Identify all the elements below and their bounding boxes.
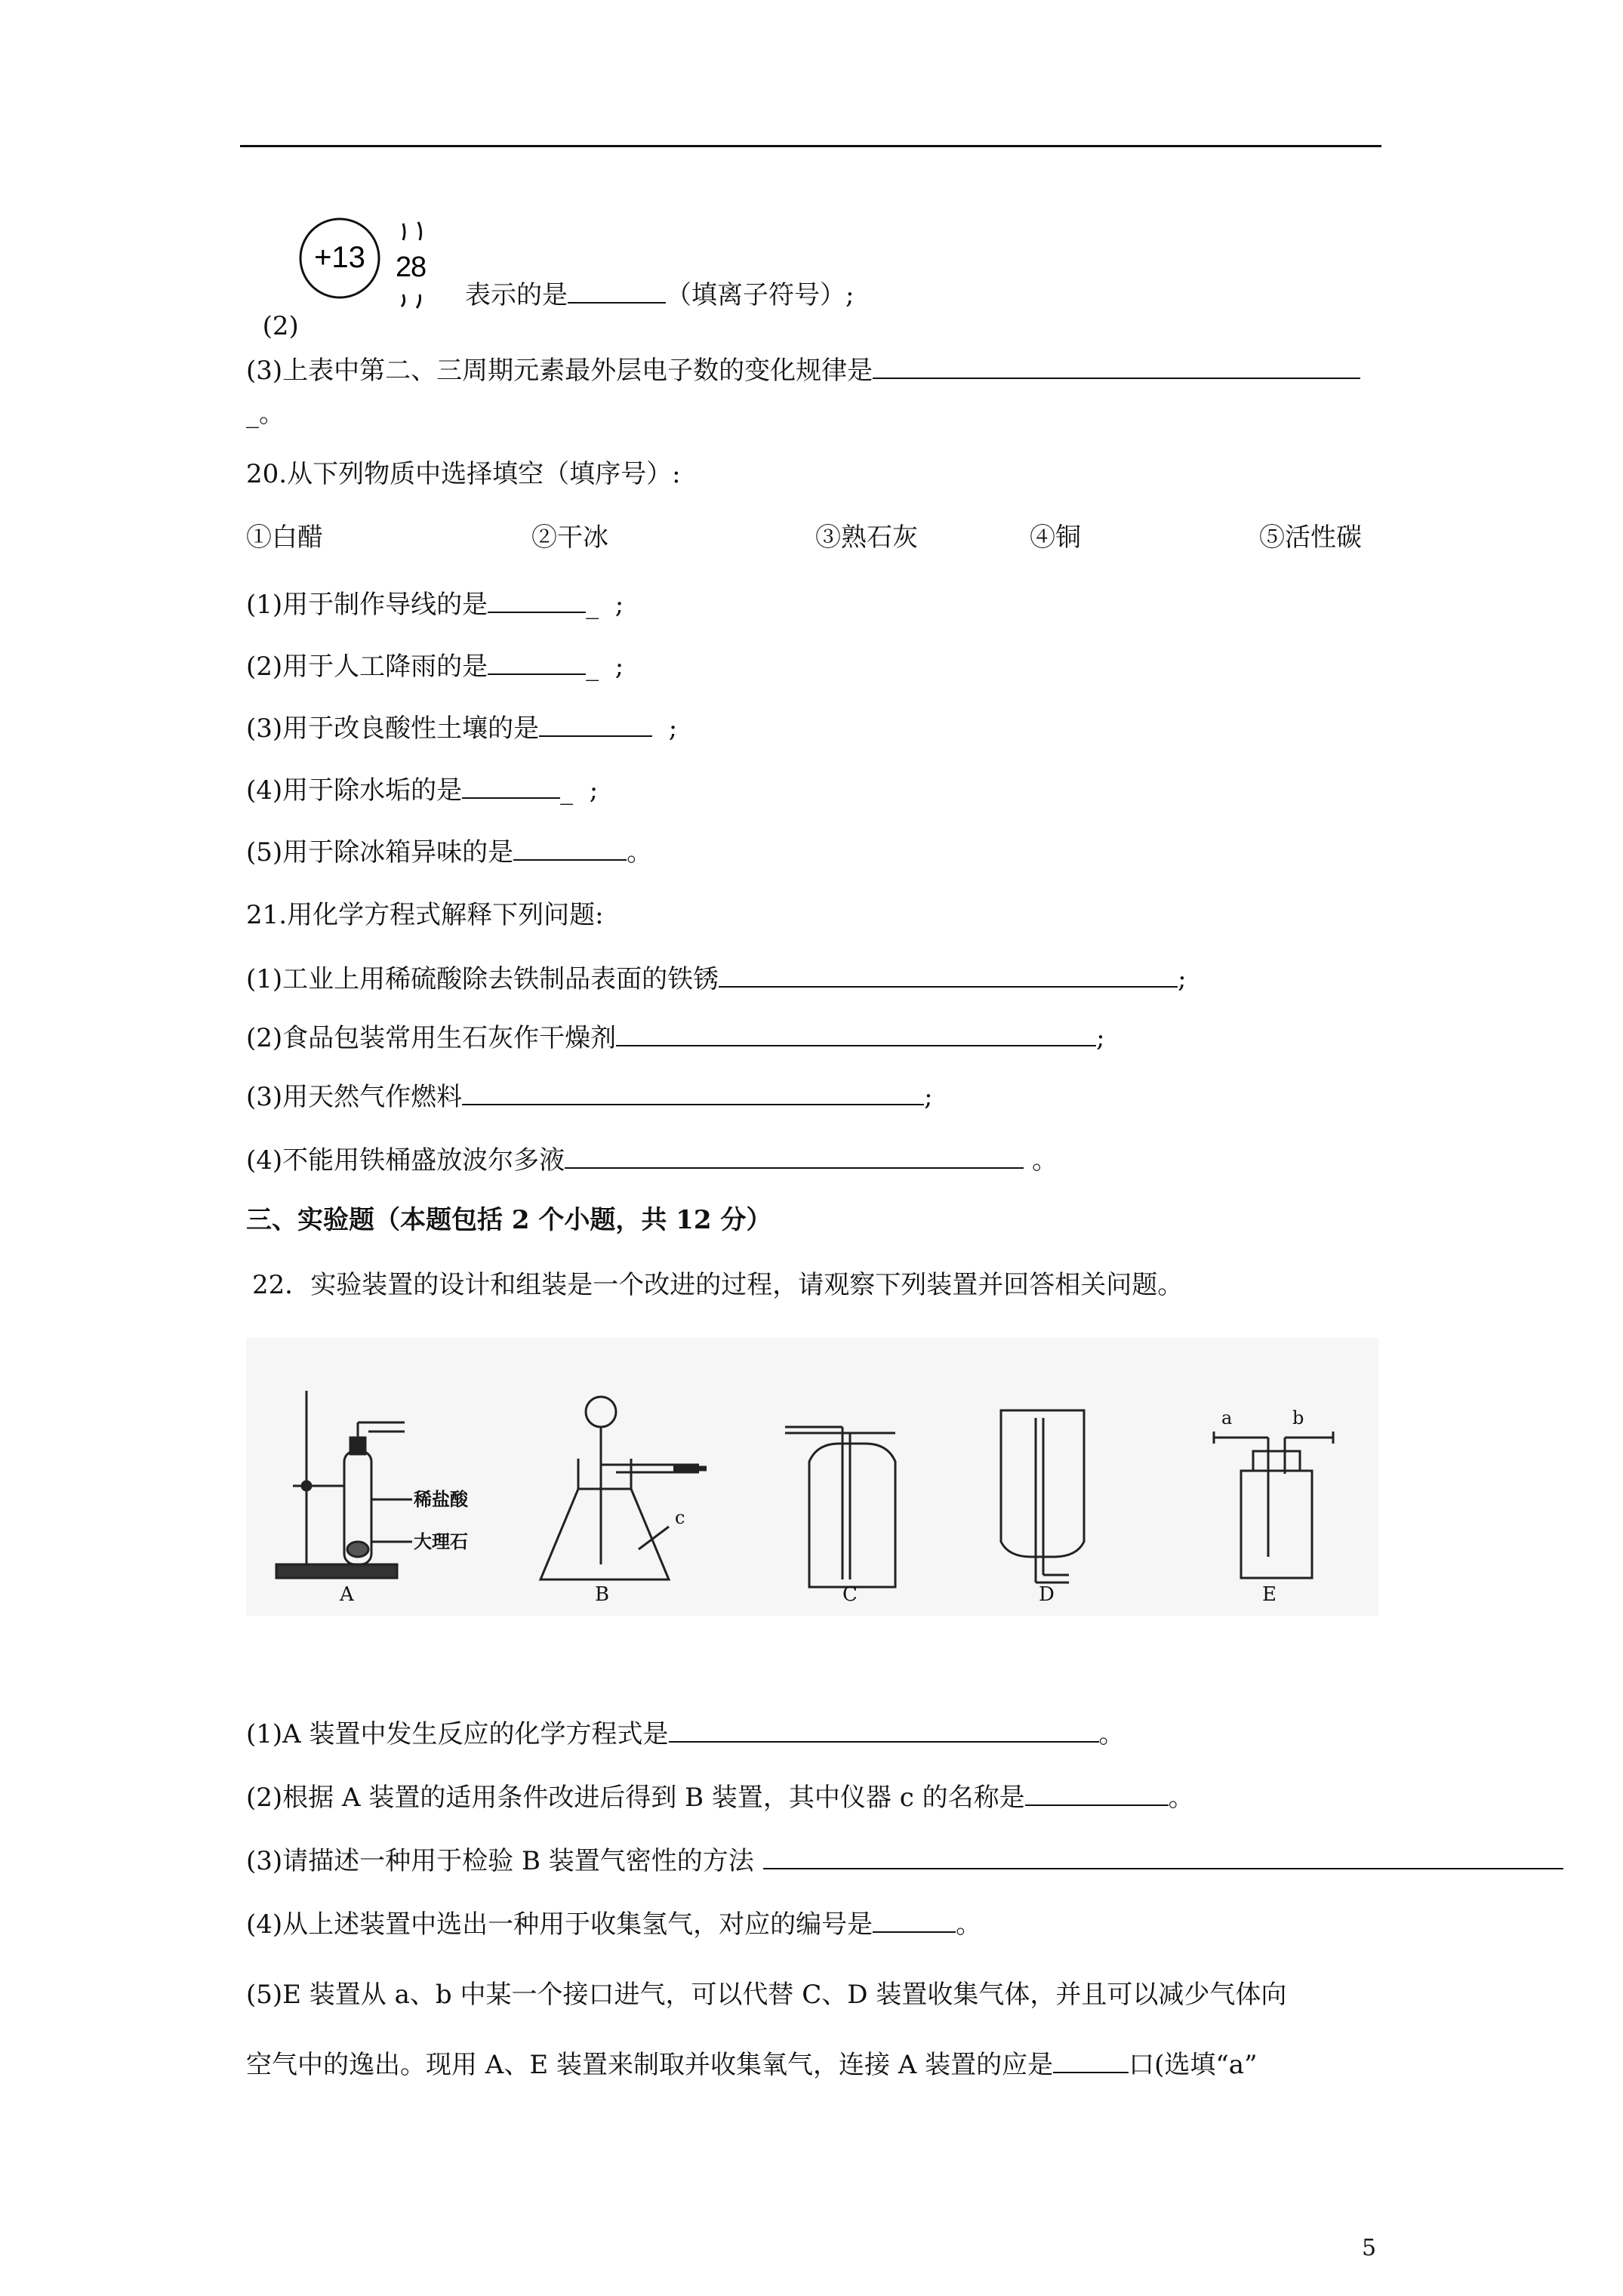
q20-option-5: ⑤活性碳	[1259, 522, 1362, 553]
q22-item4-blank[interactable]	[873, 1906, 956, 1933]
q22-item3	[246, 1842, 1563, 1878]
q22-item2-end: 。	[1168, 1783, 1194, 1813]
q20-item4-label: (4)用于除水垢的是	[246, 775, 463, 806]
q21-item2-end: ;	[1096, 1023, 1105, 1053]
q20-option-2: ②干冰	[531, 522, 608, 553]
q19-item2-prefix: (2)	[262, 311, 299, 341]
q19-item2	[246, 276, 299, 343]
q20-item1-blank[interactable]	[488, 586, 586, 613]
figure-label-a: A	[340, 1583, 354, 1606]
q20-item3	[246, 710, 677, 745]
q22-title: 22．实验装置的设计和组装是一个改进的过程，请观察下列装置并回答相关问题。	[252, 1270, 1184, 1300]
q19-item2-text	[465, 276, 854, 312]
q20-item2-end: _ ;	[586, 652, 624, 682]
q20-item3-end: ;	[652, 713, 678, 744]
shell-2-count: 8	[411, 251, 427, 283]
figure-label-instrument-c: c	[675, 1507, 685, 1528]
q20-item2	[246, 648, 624, 683]
shell-1-count: 2	[396, 251, 412, 283]
shell-arc-1b	[402, 294, 405, 307]
q21-item1-label: (1)工业上用稀硫酸除去铁制品表面的铁锈	[246, 964, 719, 994]
apparatus-figure	[246, 1338, 1378, 1616]
q22-item2-blank[interactable]	[1025, 1779, 1169, 1806]
q21-item2-label: (2)食品包装常用生石灰作干燥剂	[246, 1023, 617, 1053]
q20-item5-end: 。	[627, 837, 653, 868]
q20-item4-end: _ ;	[560, 775, 599, 806]
q22-item3-label: (3)请描述一种用于检验 B 装置气密性的方法	[246, 1846, 754, 1876]
q20-item5	[246, 834, 652, 869]
q21-item4-end: 。	[1024, 1145, 1058, 1176]
q21-item2-blank[interactable]	[616, 1019, 1096, 1046]
q22-item2-label: (2)根据 A 装置的适用条件改进后得到 B 装置，其中仪器 c 的名称是	[246, 1783, 1025, 1813]
q20-item1-label: (1)用于制作导线的是	[246, 590, 488, 620]
nucleus-charge: +13	[314, 241, 365, 274]
q21-item3-blank[interactable]	[462, 1078, 924, 1105]
q21-item1-blank[interactable]	[719, 960, 1178, 988]
q22-item1-blank[interactable]	[669, 1715, 1099, 1743]
q22-item4-end: 。	[956, 1909, 982, 1940]
figure-label-c: C	[842, 1583, 858, 1606]
q21-item4-blank[interactable]	[565, 1142, 1024, 1169]
q22-item1-end: 。	[1098, 1719, 1125, 1749]
q22-item5-suffix: 口(选填“a”	[1129, 2050, 1258, 2080]
figure-label-b: B	[595, 1583, 610, 1606]
q21-item4	[246, 1142, 1058, 1177]
q22-item5-blank[interactable]	[1053, 2046, 1129, 2073]
q20-item3-blank[interactable]	[539, 710, 652, 737]
figure-label-port-a: a	[1221, 1407, 1233, 1428]
q19-item2-suffix: （填离子符号）;	[666, 280, 855, 310]
q19-item2-blank[interactable]	[568, 276, 666, 304]
q19-item3	[246, 352, 1360, 387]
q19-item3-blank[interactable]	[873, 352, 1360, 379]
section3-title: 三、实验题（本题包括 2 个小题，共 12 分）	[246, 1205, 772, 1235]
q22-item5-line1: (5)E 装置从 a、b 中某一个接口进气，可以代替 C、D 装置收集气体，并且可以减少气体向	[246, 1980, 1287, 2010]
q22-item3-blank[interactable]	[763, 1842, 1563, 1869]
figure-label-e: E	[1262, 1583, 1277, 1606]
q21-item1	[246, 960, 1187, 996]
q22-item5-label: 空气中的逸出。现用 A、E 装置来制取并收集氧气，连接 A 装置的应是	[246, 2050, 1054, 2080]
q21-item3	[246, 1078, 933, 1114]
figure-label-acid: 稀盐酸	[414, 1488, 468, 1510]
q20-item1-end: _ ;	[586, 590, 624, 620]
q20-item5-label: (5)用于除冰箱异味的是	[246, 837, 514, 868]
page-number: 5	[1362, 2235, 1377, 2261]
q21-item3-end: ;	[924, 1082, 933, 1112]
q21-item1-end: ;	[1178, 964, 1187, 994]
shell-arc-2b	[417, 294, 420, 308]
apparatus-svg	[246, 1338, 1378, 1616]
q22-item5-line2	[246, 2046, 1257, 2082]
q20-option-4: ④铜	[1030, 522, 1081, 553]
figure-label-d: D	[1039, 1583, 1055, 1606]
q20-option-1: ①白醋	[246, 522, 323, 553]
q21-item3-label: (3)用天然气作燃料	[246, 1082, 463, 1112]
q20-item3-label: (3)用于改良酸性土壤的是	[246, 713, 540, 744]
q22-item1	[246, 1715, 1125, 1751]
q20-option-3: ③熟石灰	[815, 522, 918, 553]
q20-title: 20.从下列物质中选择填空（填序号）:	[246, 459, 681, 489]
q19-item3-end: _。	[246, 399, 285, 429]
q20-item2-label: (2)用于人工降雨的是	[246, 652, 488, 682]
q20-item5-blank[interactable]	[513, 834, 627, 861]
q20-item4-blank[interactable]	[462, 772, 560, 799]
header-rule	[240, 145, 1381, 147]
q19-item2-label: 表示的是	[465, 280, 568, 310]
q20-item2-blank[interactable]	[488, 648, 586, 675]
q21-title: 21.用化学方程式解释下列问题:	[246, 900, 604, 930]
figure-label-port-b: b	[1292, 1407, 1304, 1428]
q22-item4-label: (4)从上述装置中选出一种用于收集氢气，对应的编号是	[246, 1909, 873, 1940]
q22-item1-label: (1)A 装置中发生反应的化学方程式是	[246, 1719, 669, 1749]
shell-arc-1	[403, 223, 405, 240]
q21-item2	[246, 1019, 1105, 1055]
q20-item1	[246, 586, 624, 621]
q19-item3-label: (3)上表中第二、三周期元素最外层电子数的变化规律是	[246, 356, 873, 386]
figure-label-marble: 大理石	[414, 1530, 468, 1552]
q22-item2	[246, 1779, 1194, 1814]
atom-structure-diagram	[296, 223, 427, 307]
q20-item4	[246, 772, 598, 807]
q21-item4-label: (4)不能用铁桶盛放波尔多液	[246, 1145, 565, 1176]
shell-arc-2	[418, 222, 421, 240]
q22-item4	[246, 1906, 981, 1941]
